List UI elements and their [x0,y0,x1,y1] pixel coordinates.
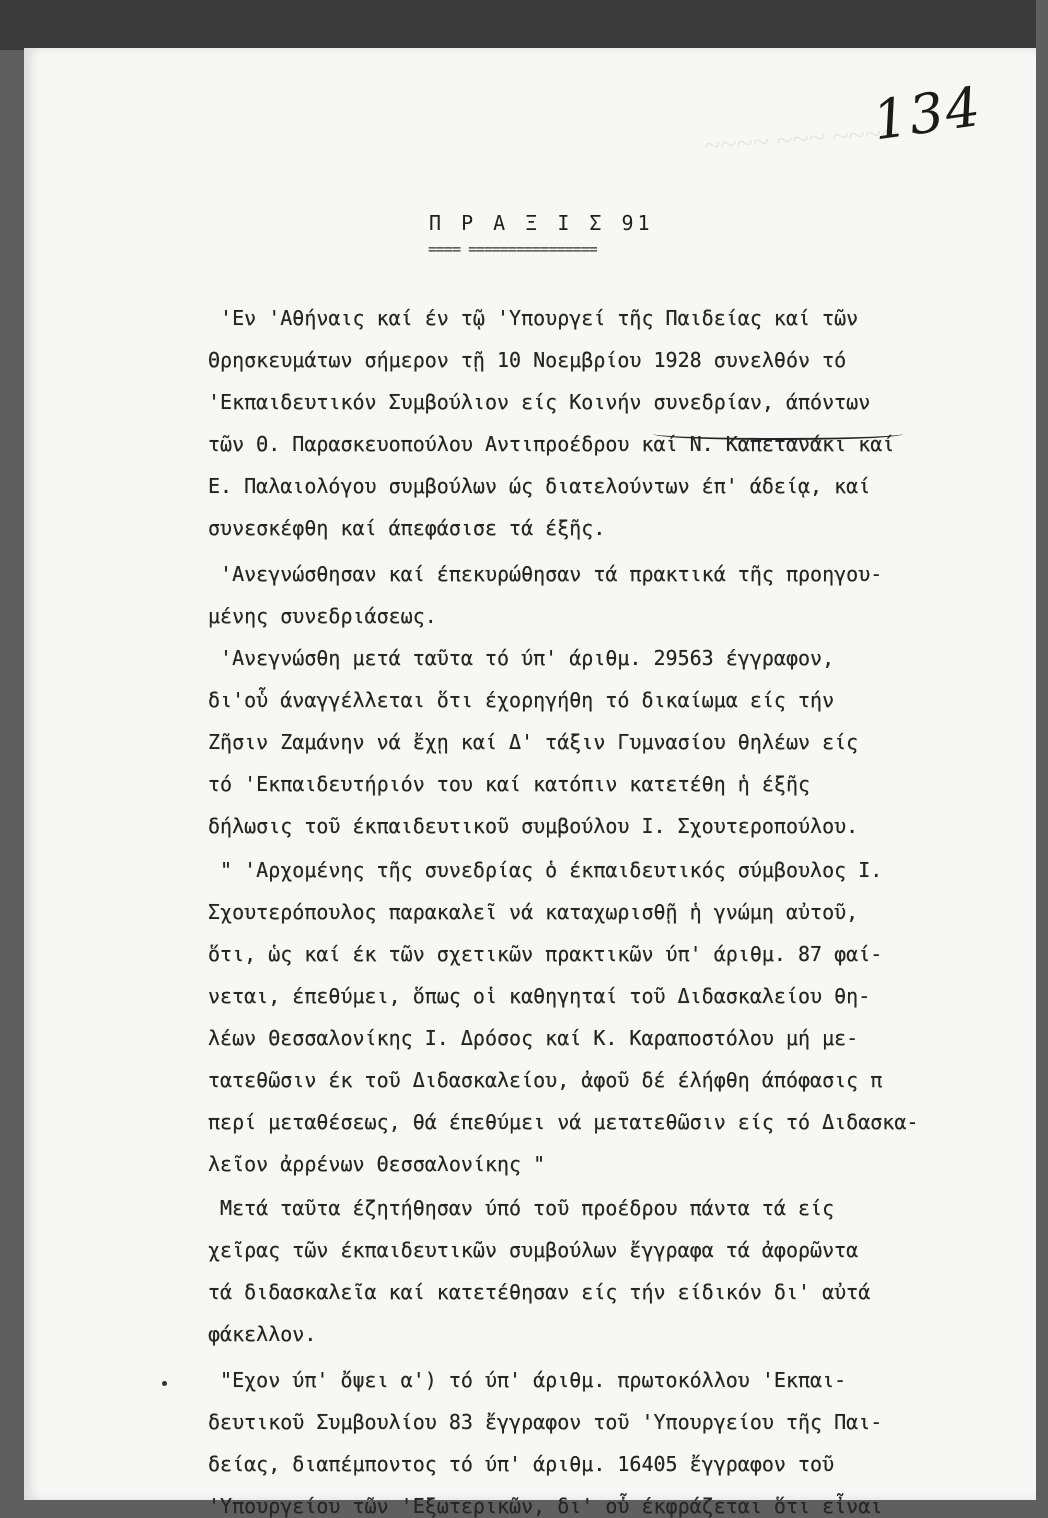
text-line: 'Ανεγνώσθησαν καί έπεκυρώθησαν τά πρακτικά τῆς προηγου- [208,562,883,586]
text-line: δείας, διαπέμποντος τό ύπ' άριθμ. 16405 ἔγγραφον τοῦ [208,1452,835,1476]
text-line: τῶν Θ. Παρασκευοπούλου Αντιπροέδρου καί Ν. Καπετανάκι καί [208,432,895,456]
text-line: νεται, έπεθύμει, ὅπως οἱ καθηγηταί τοῦ Διδασκαλείου θη- [208,984,871,1008]
text-line: 'Υπουργείου τῶν 'Εξωτερικῶν, δι' οὗ έκφράζεται ὅτι εἶναι [208,1494,883,1518]
text-line: 'Ανεγνώσθη μετά ταῦτα τό ύπ' άριθμ. 29563 έγγραφον, [208,646,835,670]
text-line: φάκελλον. [208,1322,317,1346]
text-line: συνεσκέφθη καί άπεφάσισε τά έξῆς. [208,516,606,540]
text-line: " 'Αρχομένης τῆς συνεδρίας ὁ έκπαιδευτικός σύμβουλος Ι. [208,858,883,882]
text-line: 'Εκπαιδευτικόν Συμβούλιον είς Κοινήν συνεδρίαν, άπόντων [208,390,871,414]
text-line: Μετά ταῦτα έζητήθησαν ύπό τοῦ προέδρου πάντα τά είς [208,1196,835,1220]
text-line: "Εχον ύπ' ὄψει α') τό ύπ' άριθμ. πρωτοκόλλου 'Εκπαι- [208,1368,847,1392]
text-line: τά διδασκαλεῖα καί κατετέθησαν είς τήν είδικόν δι' αὐτά [208,1280,871,1304]
text-line: δήλωσις τοῦ έκπαιδευτικοῦ συμβούλου Ι. Σχουτεροπούλου. [208,814,859,838]
text-line: Σχουτερόπουλος παρακαλεῖ νά καταχωρισθῇ ἡ γνώμη αὐτοῦ, [208,900,859,924]
document-page [24,48,1036,1518]
text-line: χεῖρας τῶν έκπαιδευτικῶν συμβούλων ἔγγραφα τά ἀφορῶντα [208,1238,859,1262]
text-line: λεῖον ἀρρένων Θεσσαλονίκης " [208,1152,546,1176]
text-line: δευτικοῦ Συμβουλίου 83 ἔγγραφον τοῦ 'Υπουργείου τῆς Παι- [208,1410,883,1434]
document-title: Π Ρ Α Ξ Ι Σ 91 [429,211,654,235]
text-line: Θρησκευμάτων σήμερον τῇ 10 Νοεμβρίου 1928 συνελθόν τό [208,348,847,372]
text-line: λέων Θεσσαλονίκης Ι. Δρόσος καί Κ. Καραποστόλου μή με- [208,1026,859,1050]
title-underline: ==== ================ [428,240,597,258]
margin-dot [162,1381,167,1386]
text-line: Ζῆσιν Ζαμάνην νά ἔχῃ καί Δ' τάξιν Γυμνασίου θηλέων είς [208,730,859,754]
text-line: τατεθῶσιν έκ τοῦ Διδασκαλείου, ἀφοῦ δέ έλήφθη άπόφασις π [208,1068,883,1092]
bleed-through-handwriting: ~~~~ ~~~ ~~~~ [703,116,899,163]
handwritten-folio-number: 134 [869,74,986,153]
text-line: δι'οὗ άναγγέλλεται ὅτι έχορηγήθη τό δικαίωμα είς τήν [208,688,835,712]
text-line: περί μεταθέσεως, θά έπεθύμει νά μετατεθῶσιν είς τό Διδασκα- [208,1110,919,1134]
text-line: τό 'Εκπαιδευτήριόν του καί κατόπιν κατετέθη ἡ έξῆς [208,772,811,796]
text-line: μένης συνεδριάσεως. [208,604,437,628]
text-line: 'Εν 'Αθήναις καί έν τῷ 'Υπουργεί τῆς Παιδείας καί τῶν [208,306,859,330]
text-line: Ε. Παλαιολόγου συμβούλων ώς διατελούντων έπ' άδείᾳ, καί [208,474,871,498]
text-line: ὅτι, ὡς καί έκ τῶν σχετικῶν πρακτικῶν ύπ' άριθμ. 87 φαί- [208,942,883,966]
